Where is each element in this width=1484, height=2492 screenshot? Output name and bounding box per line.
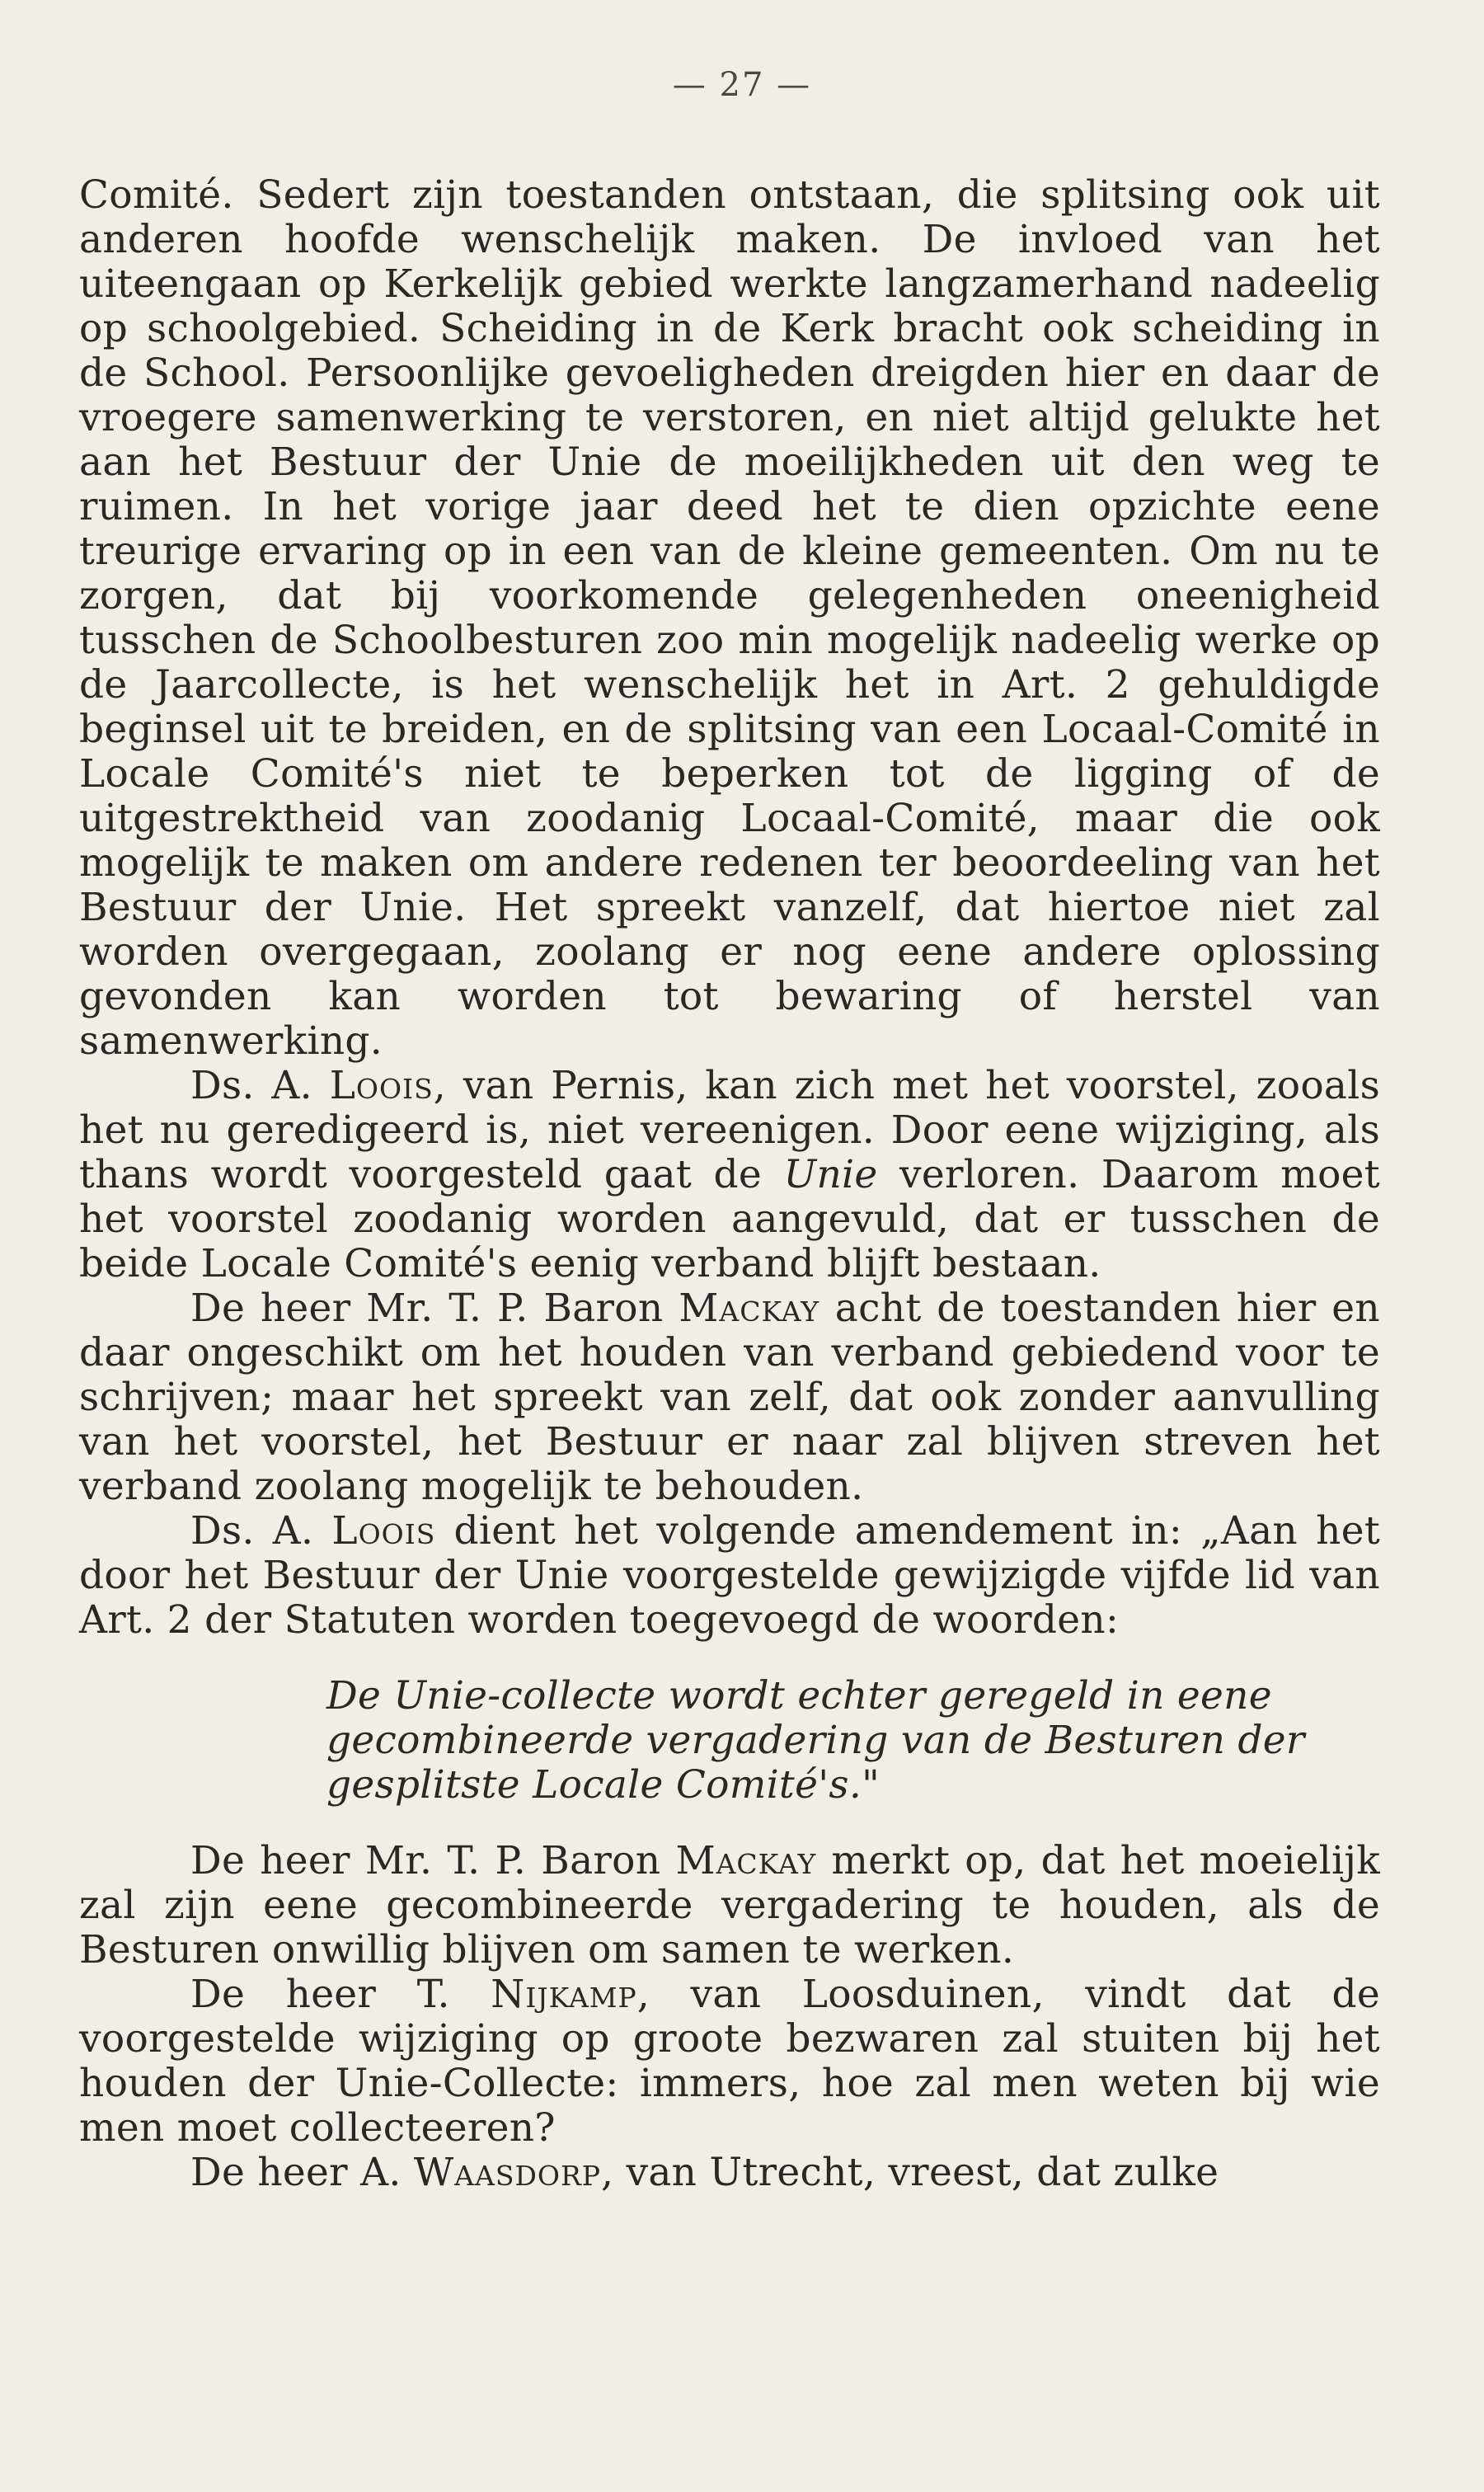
speaker-name: Nijkamp bbox=[491, 1972, 637, 2017]
text-segment: acht de toestanden hier en daar ongeschikt om het houden van verband gebiedend voor te schrijven; maar het spreekt van zelf, dat ook zonder aanvulling van het voorstel, het Bestuur er naar zal blijven streven het verband zoolang mogelijk te behouden. bbox=[79, 1286, 1380, 1509]
text-segment: , van Pernis, kan zich met het voorstel, zooals het nu geredigeerd is, niet vereenigen. Door eene wijziging, als thans wordt voorgesteld gaat de bbox=[79, 1063, 1381, 1197]
quote-line: De Unie-collecte wordt echter geregeld in eene bbox=[326, 1673, 1272, 1719]
text-segment: dient het volgende amendement in: „Aan het door het Bestuur der Unie voorgestelde gewijzigde vijfde lid van Art. 2 der Statuten worden toegevoegd de woorden: bbox=[79, 1508, 1381, 1643]
page-number: — 27 — bbox=[672, 66, 812, 104]
paragraph-loois-amendment bbox=[79, 1509, 1380, 1643]
paragraph-mackay-remark bbox=[79, 1839, 1380, 1972]
text-segment: merkt op, dat het moeielijk zal zijn eene gecombineerde vergadering te houden, als de Besturen onwillig blijven om samen te werken. bbox=[79, 1838, 1381, 1972]
text-segment: Ds. A. bbox=[190, 1063, 330, 1108]
amendment-quote bbox=[326, 1674, 1380, 1808]
speaker-name: Waasdorp bbox=[413, 2150, 602, 2195]
text-segment: De heer A. bbox=[190, 2150, 414, 2195]
text-segment: verloren. Daarom moet het voorstel zoodanig worden aangevuld, dat er tusschen de beide Locale Comité's eenig verband blijft bestaan. bbox=[79, 1152, 1380, 1286]
paragraph-mackay-reply bbox=[79, 1286, 1380, 1509]
body-text bbox=[79, 173, 1380, 2195]
text-segment: De heer Mr. T. P. Baron bbox=[190, 1286, 679, 1331]
speaker-name: Loois bbox=[329, 1063, 434, 1108]
paragraph-nijkamp bbox=[79, 1972, 1380, 2151]
speaker-name: Loois bbox=[331, 1508, 436, 1554]
quote-line: gecombineerde vergadering van de Besturen der bbox=[326, 1718, 1305, 1763]
paragraph-waasdorp bbox=[79, 2151, 1380, 2195]
paragraph-loois-objection bbox=[79, 1064, 1380, 1286]
paragraph-continuation: Comité. Sedert zijn toestanden ontstaan, die splitsing ook uit anderen hoofde wenschelijk maken. De invloed van het uiteengaan op Kerkelijk gebied werkte langzamerhand nadeelig op schoolgebied. Scheiding in de Kerk bracht ook scheiding in de School. Persoonlijke gevoeligheden dreigden hier en daar de vroegere samenwerking te verstoren, en niet altijd gelukte het aan het Bestuur der Unie de moeilijkheden uit den weg te ruimen. In het vorige jaar deed het te dien opzichte eene treurige ervaring op in een van de kleine gemeenten. Om nu te zorgen, dat bij voorkomende gelegenheden oneenigheid tusschen de Schoolbesturen zoo min mogelijk nadeelig werke op de Jaarcollecte, is het wenschelijk het in Art. 2 gehuldigde beginsel uit te breiden, en de splitsing van een Locaal-Comité in Locale Comité's niet te beperken tot de ligging of de uitgestrektheid van zoodanig Locaal-Comité, maar die ook mogelijk te maken om andere redenen ter beoordeeling van het Bestuur der Unie. Het spreekt vanzelf, dat hiertoe niet zal worden overgegaan, zoolang er nog eene andere oplossing gevonden kan worden tot bewaring of herstel van samenwerking. bbox=[79, 172, 1380, 1064]
speaker-name: Mackay bbox=[675, 1838, 817, 1883]
text-segment: , van Loosduinen, vindt dat de voorgestelde wijziging op groote bezwaren zal stuiten bij het houden der Unie-Collecte: immers, hoe zal men weten bij wie men moet collecteeren? bbox=[79, 1972, 1381, 2151]
text-segment: Ds. A. bbox=[190, 1508, 332, 1554]
text-segment: De heer Mr. T. P. Baron bbox=[190, 1838, 676, 1883]
speaker-name: Mackay bbox=[679, 1286, 820, 1331]
quote-line: gesplitste Locale Comité's." bbox=[326, 1762, 881, 1808]
italic-term: Unie bbox=[783, 1152, 878, 1197]
text-segment: De heer T. bbox=[190, 1972, 491, 2017]
text-segment: , van Utrecht, vreest, dat zulke bbox=[601, 2150, 1219, 2195]
